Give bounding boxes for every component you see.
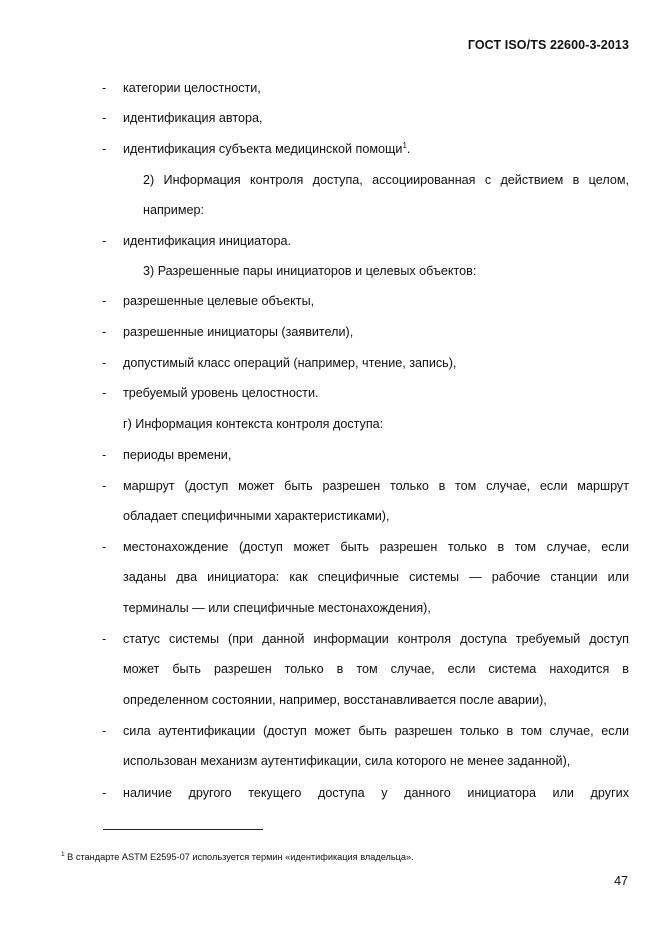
paragraph-text: г) Информация контекста контроля доступа: [123, 417, 384, 431]
list-item-text: идентификация автора, [123, 111, 263, 125]
list-item-text: разрешенные инициаторы (заявители), [123, 325, 354, 339]
list-item-text: категории целостности, [123, 81, 261, 95]
list-item-text: статус системы (при данной информации контроля доступа требуемый доступ [123, 632, 629, 646]
list-item [0, 109, 661, 127]
list-item [0, 79, 661, 97]
list-item-text-end: . [406, 142, 411, 156]
paragraph-text: 3) Разрешенные пары инициаторов и целевых объектов: [143, 264, 477, 278]
list-item-continuation [0, 752, 661, 770]
list-item-continuation [0, 660, 661, 678]
list-dash: - [102, 632, 107, 646]
list-dash: - [102, 111, 107, 125]
list-item [0, 784, 661, 802]
list-item-text: периоды времени, [123, 448, 232, 462]
list-item-text: маршрут (доступ может быть разрешен только в том случае, если маршрут [123, 479, 629, 493]
section-paragraph [0, 415, 661, 433]
list-dash: - [102, 479, 107, 493]
list-item [0, 354, 661, 372]
list-dash: - [102, 142, 107, 156]
list-dash: - [102, 234, 107, 248]
list-item-text: использован механизм аутентификации, сила которого не менее заданной), [123, 754, 571, 768]
list-item [0, 232, 661, 250]
footnote [61, 851, 414, 863]
list-item [0, 292, 661, 310]
paragraph-text: 2) Информация контроля доступа, ассоциированная с действием в целом, [143, 173, 629, 187]
list-item-text: обладает специфичными характеристиками), [123, 509, 390, 523]
list-item-text: допустимый класс операций (например, чтение, запись), [123, 356, 457, 370]
list-dash: - [102, 325, 107, 339]
numbered-paragraph [0, 262, 661, 280]
footnote-reference: 1 [402, 140, 407, 150]
list-dash: - [102, 356, 107, 370]
list-item [0, 630, 661, 648]
list-item-text: заданы два инициатора: как специфичные системы — рабочие станции или [123, 570, 629, 584]
list-item-continuation [0, 507, 661, 525]
list-item-text: сила аутентификации (доступ может быть разрешен только в том случае, если [123, 724, 629, 738]
list-dash: - [102, 386, 107, 400]
list-item-text: может быть разрешен только в том случае, если система находится в [123, 662, 629, 676]
list-item-text: требуемый уровень целостности. [123, 386, 319, 400]
paragraph-continuation [0, 201, 661, 219]
list-item-text [123, 140, 410, 158]
footnote-separator [103, 829, 263, 830]
list-item [0, 538, 661, 556]
numbered-paragraph [0, 171, 661, 189]
list-dash: - [102, 294, 107, 308]
list-item-text: разрешенные целевые объекты, [123, 294, 315, 308]
list-item-continuation [0, 599, 661, 617]
list-item-text: определенном состоянии, например, восстанавливается после аварии), [123, 693, 547, 707]
list-item-text-main: идентификация субъекта медицинской помощи [123, 142, 403, 156]
list-item-text: местонахождение (доступ может быть разрешен только в том случае, если [123, 540, 629, 554]
list-item-continuation [0, 568, 661, 586]
list-dash: - [102, 540, 107, 554]
list-item-text: терминалы — или специфичные местонахождения), [123, 601, 431, 615]
list-item [0, 384, 661, 402]
list-item-text: наличие другого текущего доступа у данного инициатора или других [123, 786, 629, 800]
list-dash: - [102, 81, 107, 95]
document-code-header: ГОСТ ISO/TS 22600-3-2013 [467, 38, 629, 52]
list-item [0, 140, 661, 158]
list-item [0, 323, 661, 341]
list-dash: - [102, 724, 107, 738]
footnote-marker: 1 [61, 850, 65, 858]
list-item-text: идентификация инициатора. [123, 234, 292, 248]
page-number: 47 [614, 874, 628, 888]
list-dash: - [102, 448, 107, 462]
list-dash: - [102, 786, 107, 800]
paragraph-text: например: [143, 203, 204, 217]
list-item-continuation [0, 691, 661, 709]
list-item [0, 477, 661, 495]
list-item [0, 446, 661, 464]
footnote-text: В стандарте ASTM E2595-07 используется термин «идентификация владельца». [64, 852, 414, 862]
list-item [0, 722, 661, 740]
